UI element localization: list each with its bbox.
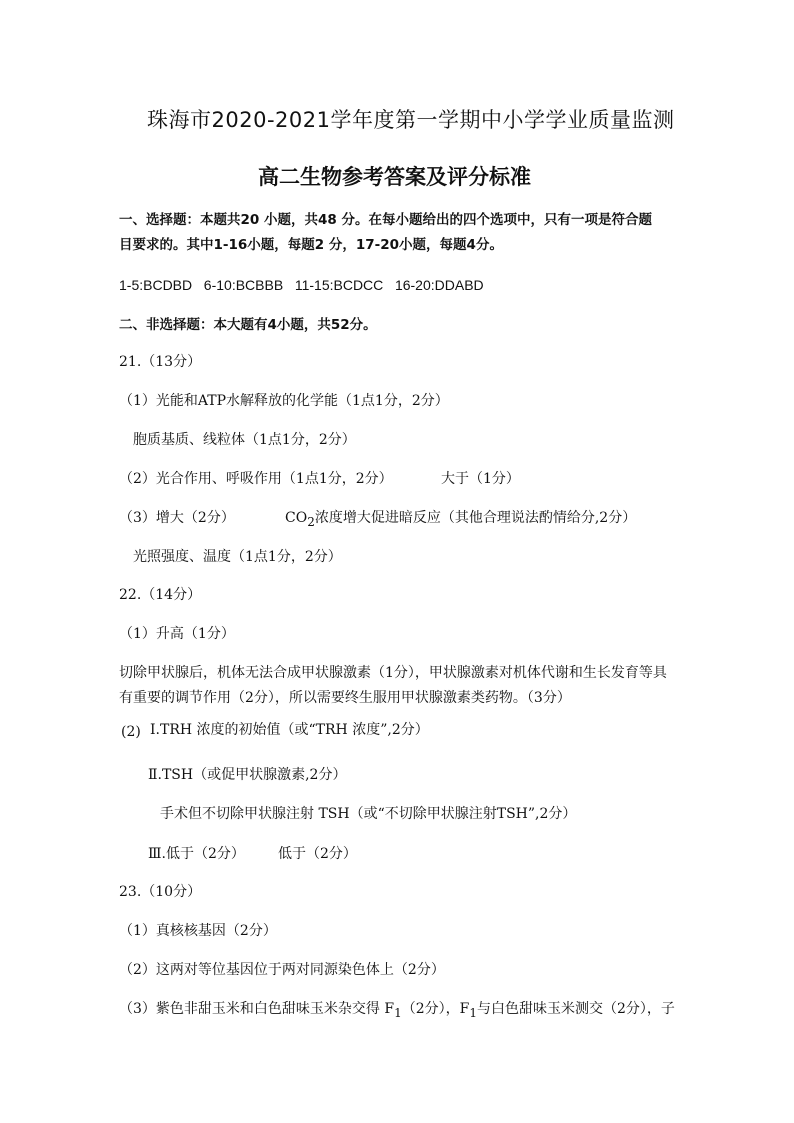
- q22-answer-2-iii-b: 低于（2分）: [278, 846, 357, 862]
- q21-answer-2: （2）光合作用、呼吸作用（1点1分，2分）: [119, 471, 393, 487]
- q23-answer-1: （1）真核核基因（2分）: [119, 923, 277, 939]
- co2-text: CO: [285, 510, 308, 526]
- q22-answer-2-ii: Ⅱ.TSH（或促甲状腺激素,2分）: [148, 767, 347, 783]
- q23-answer-3: [119, 1000, 675, 1022]
- section1-answers: 1-5:BCDBD 6-10:BCBBB 11-15:BCDCC 16-20:DDABD: [119, 277, 484, 293]
- q22-answer-2-number: (2): [121, 724, 141, 740]
- q21-answer-3b: [285, 509, 636, 531]
- q21-answer-2b: 大于（1分）: [441, 471, 520, 487]
- q22-heading: 22.（14分）: [119, 587, 202, 603]
- page-title: 珠海市2020-2021学年度第一学期中小学学业质量监测: [147, 108, 675, 132]
- section2-intro: 二、非选择题：本大题有4小题，共52分。: [119, 317, 377, 333]
- q21-answer-3b-rest: 浓度增大促进暗反应（其他合理说法酌情给分,2分）: [314, 510, 637, 526]
- q22-answer-2-i: Ⅰ.TRH 浓度的初始值（或“TRH 浓度”,2分）: [150, 722, 429, 738]
- f1-subscript-1: 1: [394, 1005, 402, 1020]
- q22-paragraph-line2: 有重要的调节作用（2分），所以需要终生服用甲状腺激素类药物。（3分）: [119, 690, 571, 706]
- co2-subscript: 2: [307, 514, 315, 529]
- q23-answer-3-part2: （2分），F: [401, 1001, 470, 1017]
- q22-answer-1: （1）升高（1分）: [119, 626, 235, 642]
- q22-paragraph-line1: 切除甲状腺后，机体无法合成甲状腺激素（1分），甲状腺激素对机体代谢和生长发育等具: [119, 665, 667, 681]
- q23-answer-3-part1: （3）紫色非甜玉米和白色甜味玉米杂交得 F: [119, 1001, 395, 1017]
- q23-answer-3-part3: 与白色甜味玉米测交（2分），子: [476, 1001, 675, 1017]
- q23-answer-2: （2）这两对等位基因位于两对同源染色体上（2分）: [119, 962, 445, 978]
- q21-answer-1: （1）光能和ATP水解释放的化学能（1点1分，2分）: [119, 393, 449, 409]
- q22-answer-2-iii: Ⅲ.低于（2分）: [148, 846, 245, 862]
- f1-subscript-2: 1: [469, 1005, 477, 1020]
- q21-answer-1b: 胞质基质、线粒体（1点1分，2分）: [133, 432, 356, 448]
- q23-heading: 23.（10分）: [119, 884, 202, 900]
- q21-answer-3c: 光照强度、温度（1点1分，2分）: [133, 549, 342, 565]
- q22-answer-2-ii-b: 手术但不切除甲状腺注射 TSH（或“不切除甲状腺注射TSH”,2分）: [160, 806, 577, 822]
- section1-intro-line1: 一、选择题：本题共20 小题，共48 分。在每小题给出的四个选项中，只有一项是符合题: [119, 212, 652, 228]
- page-subtitle: 高二生物参考答案及评分标准: [258, 165, 531, 189]
- q21-answer-3: （3）增大（2分）: [119, 510, 235, 526]
- section1-intro-line2: 目要求的。其中1-16小题，每题2 分，17-20小题，每题4分。: [119, 237, 503, 253]
- q21-heading: 21.（13分）: [119, 354, 202, 370]
